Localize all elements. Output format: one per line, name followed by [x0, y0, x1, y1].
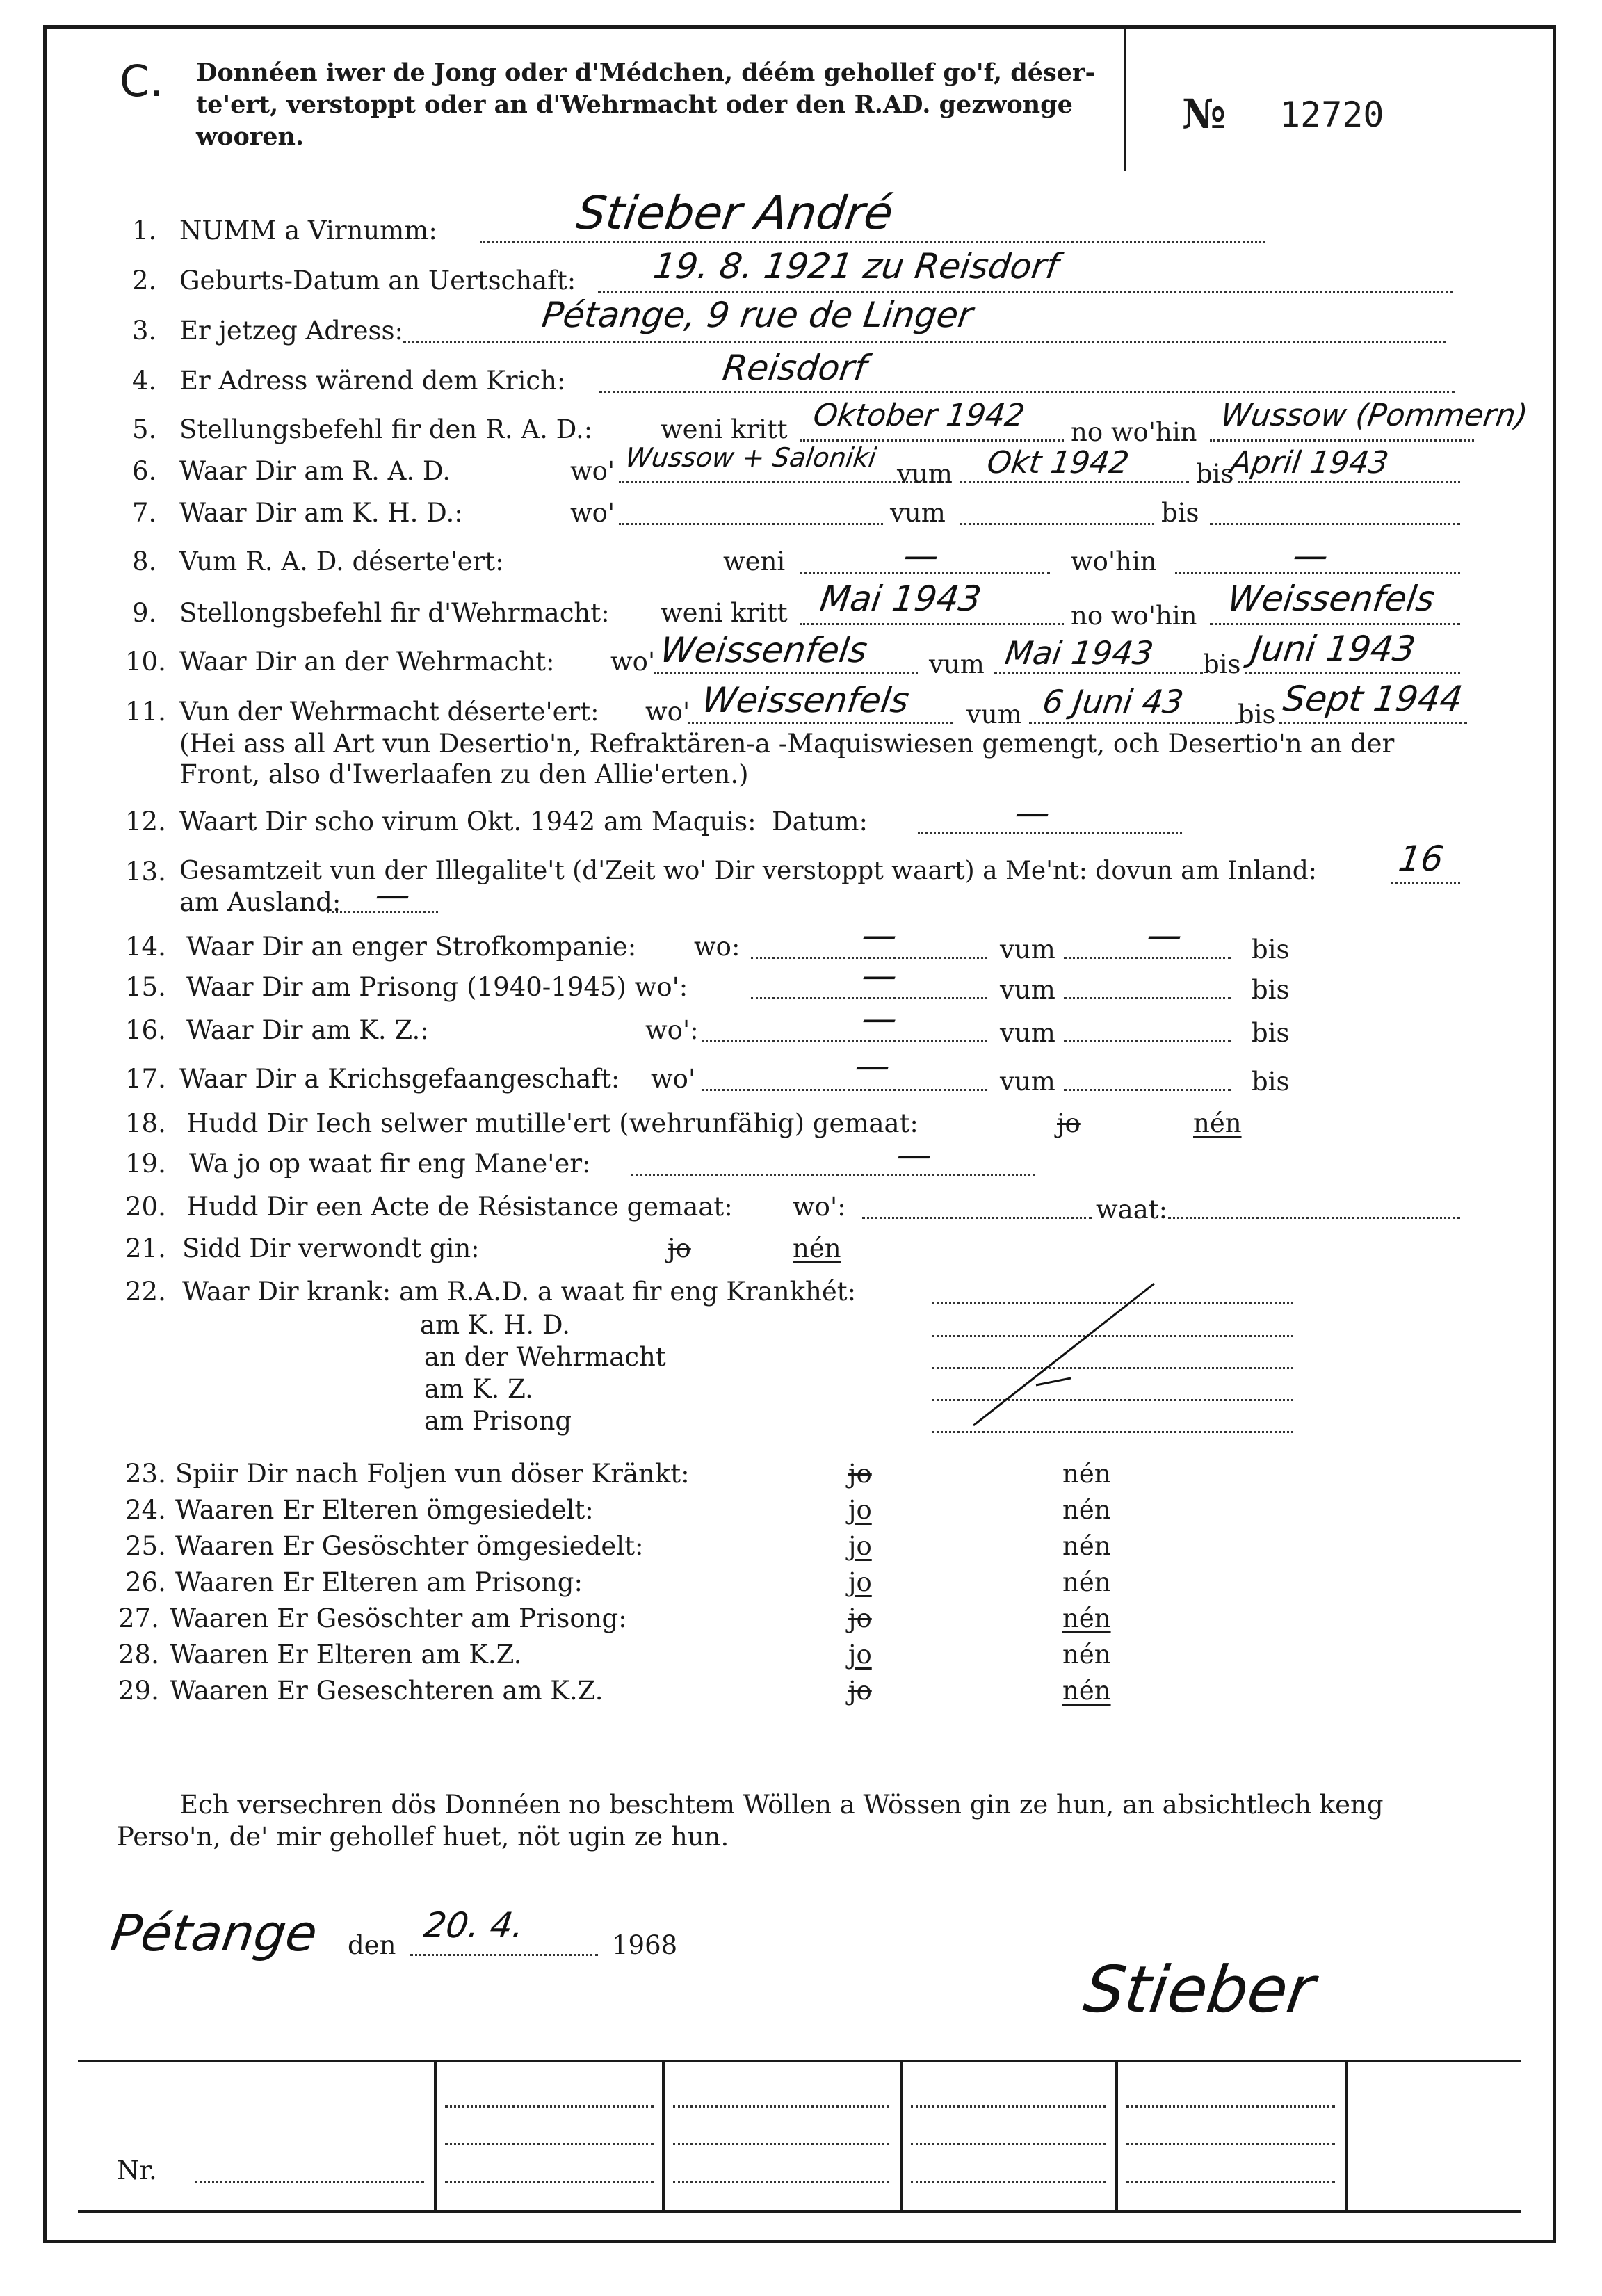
dotted-line: [688, 722, 953, 724]
dotted-line: [702, 1089, 987, 1091]
bis-label: bis: [1252, 975, 1290, 1005]
dotted-line: [1029, 722, 1238, 724]
siblings-prison-jo[interactable]: jo: [848, 1603, 872, 1633]
mutilation-nen[interactable]: nén: [1193, 1108, 1242, 1138]
bis-label: bis: [1252, 1067, 1290, 1097]
vum-label: vum: [1000, 975, 1055, 1005]
rad-desert-date-value: —: [900, 535, 942, 576]
dotted-line: [918, 832, 1182, 834]
war-address-value: Reisdorf: [720, 348, 870, 388]
wehrmacht-order-place-value: Weissenfels: [1224, 579, 1438, 619]
resistance-label: Hudd Dir een Acte de Résistance gemaat:: [186, 1192, 733, 1222]
dotted-line: [619, 523, 883, 525]
wehrmacht-place-value: Weissenfels: [657, 630, 871, 670]
wehrmacht-order-date-value: Mai 1943: [817, 579, 984, 619]
rad-order-date-value: Oktober 1942: [811, 398, 1027, 433]
maquis-label: Waart Dir scho virum Okt. 1942 am Maquis:: [179, 807, 756, 836]
row-number: 15.: [125, 972, 166, 1002]
siblings-kz-label: Waaren Er Geseschteren am K.Z.: [170, 1676, 604, 1706]
consequences-label: Spiir Dir nach Foljen vun döser Kränkt:: [175, 1459, 690, 1489]
siblings-resettled-label: Waaren Er Gesöschter ömgesiedelt:: [175, 1531, 644, 1561]
declaration-line2: Perso'n, de' mir gehollef huet, nöt ugin ze hun.: [117, 1822, 729, 1852]
prisong-label: Waar Dir am Prisong (1940-1945) wo':: [186, 972, 688, 1002]
sick-label: Waar Dir krank: am R.A.D. a waat fir eng Krankhét:: [182, 1277, 857, 1307]
wehrmacht-order-label: Stellongsbefehl fir d'Wehrmacht:: [179, 598, 610, 628]
parents-prison-nen[interactable]: nén: [1062, 1567, 1111, 1597]
name-line: [480, 241, 1265, 243]
footer-bottom-rule: [78, 2210, 1521, 2213]
dotted-line: [1391, 882, 1460, 884]
footer-divider: [1345, 2060, 1348, 2213]
consequences-jo[interactable]: jo: [848, 1459, 872, 1489]
waat-label: waat:: [1096, 1195, 1168, 1224]
row-number: 19.: [125, 1149, 166, 1179]
parents-resettled-label: Waaren Er Elteren ömgesiedelt:: [175, 1495, 594, 1525]
parents-prison-jo[interactable]: jo: [848, 1567, 872, 1597]
name-label: NUMM a Virnumm:: [179, 216, 437, 245]
dotted-line: [673, 2181, 889, 2183]
siblings-kz-nen[interactable]: nén: [1062, 1676, 1111, 1706]
row-number: 1.: [132, 216, 157, 245]
number-label: №: [1182, 90, 1227, 138]
row-number: 23.: [125, 1459, 166, 1489]
wounded-label: Sidd Dir verwondt gin:: [182, 1234, 480, 1263]
wohin-label: no wo'hin: [1071, 601, 1197, 631]
consequences-nen[interactable]: nén: [1062, 1459, 1111, 1489]
dotted-line: [800, 623, 1064, 625]
pow-place-value: —: [852, 1046, 893, 1086]
wo-label: wo:: [694, 932, 741, 962]
rad-order-label: Stellungsbefehl fir den R. A. D.:: [179, 414, 593, 444]
name-value: Stieber André: [573, 186, 897, 240]
desertion-note-line2: Front, also d'Iwerlaafen zu den Allie'erten.): [179, 759, 749, 789]
row-number: 5.: [132, 414, 157, 444]
dotted-line: [911, 2143, 1106, 2145]
parents-kz-label: Waaren Er Elteren am K.Z.: [170, 1640, 522, 1670]
kz-place-value: —: [859, 999, 900, 1039]
strofkompanie-label: Waar Dir an enger Strofkompanie:: [186, 932, 637, 962]
sick-prisong-label: am Prisong: [424, 1406, 572, 1436]
bis-label: bis: [1238, 700, 1276, 729]
wehrmacht-desert-to-value: Sept 1944: [1280, 679, 1466, 719]
wo-label: wo': [645, 697, 690, 727]
dotted-line: [911, 2105, 1106, 2108]
year-label: 1968: [612, 1930, 678, 1960]
footer-divider: [662, 2060, 665, 2213]
birth-value: 19. 8. 1921 zu Reisdorf: [650, 246, 1061, 286]
dotted-line: [800, 439, 1064, 442]
vum-label: vum: [890, 498, 946, 528]
wo-label: wo':: [645, 1015, 699, 1045]
rad-order-place-value: Wussow (Pommern): [1218, 398, 1530, 433]
bis-label: bis: [1252, 935, 1290, 964]
bis-label: bis: [1252, 1018, 1290, 1048]
row-number: 28.: [118, 1640, 159, 1670]
dotted-line: [673, 2143, 889, 2145]
header-title-line2: te'ert, verstoppt oder an d'Wehrmacht oder den R.AD. gezwonge: [196, 90, 1073, 119]
header-divider: [1124, 25, 1126, 171]
wohin-label: no wo'hin: [1071, 417, 1197, 447]
dotted-line: [445, 2105, 654, 2108]
row-number: 7.: [132, 498, 157, 528]
rad-place-value: Wussow + Saloniki: [623, 442, 879, 473]
dotted-line: [445, 2181, 654, 2183]
row-number: 3.: [132, 316, 157, 346]
rad-label: Waar Dir am R. A. D.: [179, 456, 451, 486]
wehrmacht-label: Waar Dir an der Wehrmacht:: [179, 647, 555, 677]
wo-label: wo': [651, 1064, 696, 1094]
row-number: 8.: [132, 547, 157, 576]
dotted-line: [1126, 2105, 1335, 2108]
prisong-place-value: —: [859, 955, 900, 996]
bis-label: bis: [1161, 498, 1199, 528]
address-value: Pétange, 9 rue de Linger: [539, 295, 976, 335]
rad-from-value: Okt 1942: [985, 445, 1131, 480]
wounded-nen[interactable]: nén: [793, 1234, 841, 1263]
sick-khd-label: am K. H. D.: [420, 1310, 570, 1340]
war-address-line: [599, 391, 1455, 393]
row-number: 14.: [125, 932, 166, 962]
parents-resettled-nen[interactable]: nén: [1062, 1495, 1111, 1525]
dotted-line: [445, 2143, 654, 2145]
address-label: Er jetzeg Adress:: [179, 316, 403, 346]
rad-desert-label: Vum R. A. D. déserte'ert:: [179, 547, 504, 576]
parents-kz-jo[interactable]: jo: [848, 1640, 872, 1670]
siblings-prison-label: Waaren Er Gesöschter am Prisong:: [170, 1603, 627, 1633]
footer-top-rule: [78, 2060, 1521, 2062]
row-number: 4.: [132, 366, 157, 396]
wo-label: wo': [570, 456, 615, 486]
strofkompanie-from-value: —: [1144, 915, 1186, 955]
dotted-line: [960, 523, 1154, 525]
row-number: 13.: [125, 857, 166, 887]
dotted-line: [1126, 2181, 1335, 2183]
dotted-line: [1279, 722, 1467, 724]
siblings-prison-nen[interactable]: nén: [1062, 1603, 1111, 1633]
row-number: 17.: [125, 1064, 166, 1094]
parents-resettled-jo[interactable]: jo: [848, 1495, 872, 1525]
row-number: 12.: [125, 807, 166, 836]
row-number: 6.: [132, 456, 157, 486]
maquis-date-value: —: [1012, 793, 1053, 833]
vum-label: vum: [1000, 935, 1055, 964]
dotted-line: [1238, 481, 1460, 483]
illegality-label: Gesamtzeit vun der Illegalite't (d'Zeit wo' Dir verstoppt waart) a Me'nt: dovun am Inland:: [179, 857, 1317, 885]
parents-kz-nen[interactable]: nén: [1062, 1640, 1111, 1670]
weni-label: weni: [723, 547, 786, 576]
weni-label: weni kritt: [661, 414, 788, 444]
signature: Stieber: [1079, 1953, 1319, 2027]
row-number: 21.: [125, 1234, 166, 1263]
vum-label: vum: [929, 649, 985, 679]
vum-label: vum: [966, 700, 1022, 729]
mutilation-label: Hudd Dir Iech selwer mutille'ert (wehrunfähig) gemaat:: [186, 1108, 919, 1138]
mutilation-jo[interactable]: jo: [1057, 1108, 1081, 1138]
mutilation-manner-value: —: [893, 1135, 935, 1175]
dotted-line: [654, 672, 918, 674]
dotted-line: [410, 1954, 598, 1956]
row-number: 10.: [125, 647, 166, 677]
header-title-line3: wooren.: [196, 122, 305, 151]
inland-months-value: 16: [1395, 839, 1446, 879]
rad-to-value: April 1943: [1228, 445, 1391, 480]
wehrmacht-to-value: Juni 1943: [1248, 629, 1418, 669]
wehrmacht-desert-from-value: 6 Juni 43: [1040, 683, 1186, 720]
dotted-line: [1064, 1040, 1231, 1042]
strofkompanie-place-value: —: [859, 915, 900, 955]
row-number: 9.: [132, 598, 157, 628]
desertion-note-line1: (Hei ass all Art vun Desertio'n, Refraktären-a -Maquiswiesen gemengt, och Desertio'n an der: [179, 729, 1395, 759]
dotted-line: [1064, 1089, 1231, 1091]
row-number: 27.: [118, 1603, 159, 1633]
dotted-line: [1064, 997, 1231, 999]
row-number: 11.: [125, 697, 166, 727]
wehrmacht-from-value: Mai 1943: [1003, 634, 1156, 672]
footer-divider: [1115, 2060, 1118, 2213]
wo-label: wo':: [793, 1192, 846, 1222]
ausland-label: am Ausland:: [179, 887, 341, 917]
dotted-line: [631, 1174, 1035, 1176]
ausland-months-value: —: [372, 875, 414, 915]
declaration-line1: Ech versechren dös Donnéen no beschtem Wöllen a Wössen gin ze hun, an absichtlech keng: [179, 1790, 1384, 1820]
den-label: den: [348, 1930, 396, 1960]
dotted-line: [1168, 1217, 1460, 1219]
sick-strike-mark: [946, 1279, 1168, 1432]
parents-prison-label: Waaren Er Elteren am Prisong:: [175, 1567, 583, 1597]
weni-label: weni kritt: [661, 598, 788, 628]
sick-kz-label: am K. Z.: [424, 1374, 533, 1404]
sick-wehrmacht-label: an der Wehrmacht: [424, 1342, 666, 1372]
wehrmacht-desert-label: Vun der Wehrmacht déserte'ert:: [179, 697, 599, 727]
birth-label: Geburts-Datum an Uertschaft:: [179, 266, 576, 296]
dotted-line: [702, 1040, 987, 1042]
row-number: 2.: [132, 266, 157, 296]
row-number: 18.: [125, 1108, 166, 1138]
nr-label: Nr.: [117, 2156, 157, 2185]
row-number: 20.: [125, 1192, 166, 1222]
wounded-jo[interactable]: jo: [668, 1234, 691, 1263]
vum-label: vum: [1000, 1018, 1055, 1048]
wehrmacht-desert-place-value: Weissenfels: [699, 680, 912, 720]
address-line: [403, 341, 1446, 343]
wo-label: wo': [570, 498, 615, 528]
dotted-line: [1210, 439, 1474, 442]
rad-desert-place-value: —: [1290, 535, 1332, 576]
row-number: 29.: [118, 1676, 159, 1706]
war-address-label: Er Adress wärend dem Krich:: [179, 366, 566, 396]
vum-label: vum: [897, 459, 953, 489]
siblings-kz-jo[interactable]: jo: [848, 1676, 872, 1706]
footer-divider: [434, 2060, 437, 2213]
dotted-line: [619, 481, 925, 483]
section-letter: C.: [120, 56, 163, 106]
header-title-line1: Donnéen iwer de Jong oder d'Médchen, déém gehollef go'f, déser-: [196, 58, 1095, 87]
siblings-resettled-jo[interactable]: jo: [848, 1531, 872, 1561]
dotted-line: [673, 2105, 889, 2108]
mutilation-manner-label: Wa jo op waat fir eng Mane'er:: [189, 1149, 591, 1179]
footer-divider: [900, 2060, 903, 2213]
wohin-label: wo'hin: [1071, 547, 1157, 576]
dotted-line: [1245, 672, 1460, 674]
dotted-line: [1126, 2143, 1335, 2145]
row-number: 16.: [125, 1015, 166, 1045]
pow-label: Waar Dir a Krichsgefaangeschaft:: [179, 1064, 620, 1094]
place-value: Pétange: [107, 1904, 321, 1962]
siblings-resettled-nen[interactable]: nén: [1062, 1531, 1111, 1561]
bis-label: bis: [1196, 459, 1234, 489]
row-number: 26.: [125, 1567, 166, 1597]
bis-label: bis: [1203, 649, 1241, 679]
date-value: 20. 4.: [421, 1905, 527, 1946]
khd-label: Waar Dir am K. H. D.:: [179, 498, 463, 528]
dotted-line: [1210, 523, 1460, 525]
birth-line: [598, 291, 1453, 293]
row-number: 24.: [125, 1495, 166, 1525]
datum-label: Datum:: [772, 807, 868, 836]
dotted-line: [862, 1217, 1092, 1219]
vum-label: vum: [1000, 1067, 1055, 1097]
dotted-line: [1064, 957, 1231, 959]
row-number: 25.: [125, 1531, 166, 1561]
nr-line: [195, 2181, 424, 2183]
dotted-line: [994, 672, 1203, 674]
wo-label: wo': [610, 647, 656, 677]
dotted-line: [960, 481, 1189, 483]
dotted-line: [1210, 623, 1460, 625]
row-number: 22.: [125, 1277, 166, 1307]
kz-label: Waar Dir am K. Z.:: [186, 1015, 429, 1045]
dotted-line: [911, 2181, 1106, 2183]
form-number: 12720: [1279, 95, 1384, 135]
